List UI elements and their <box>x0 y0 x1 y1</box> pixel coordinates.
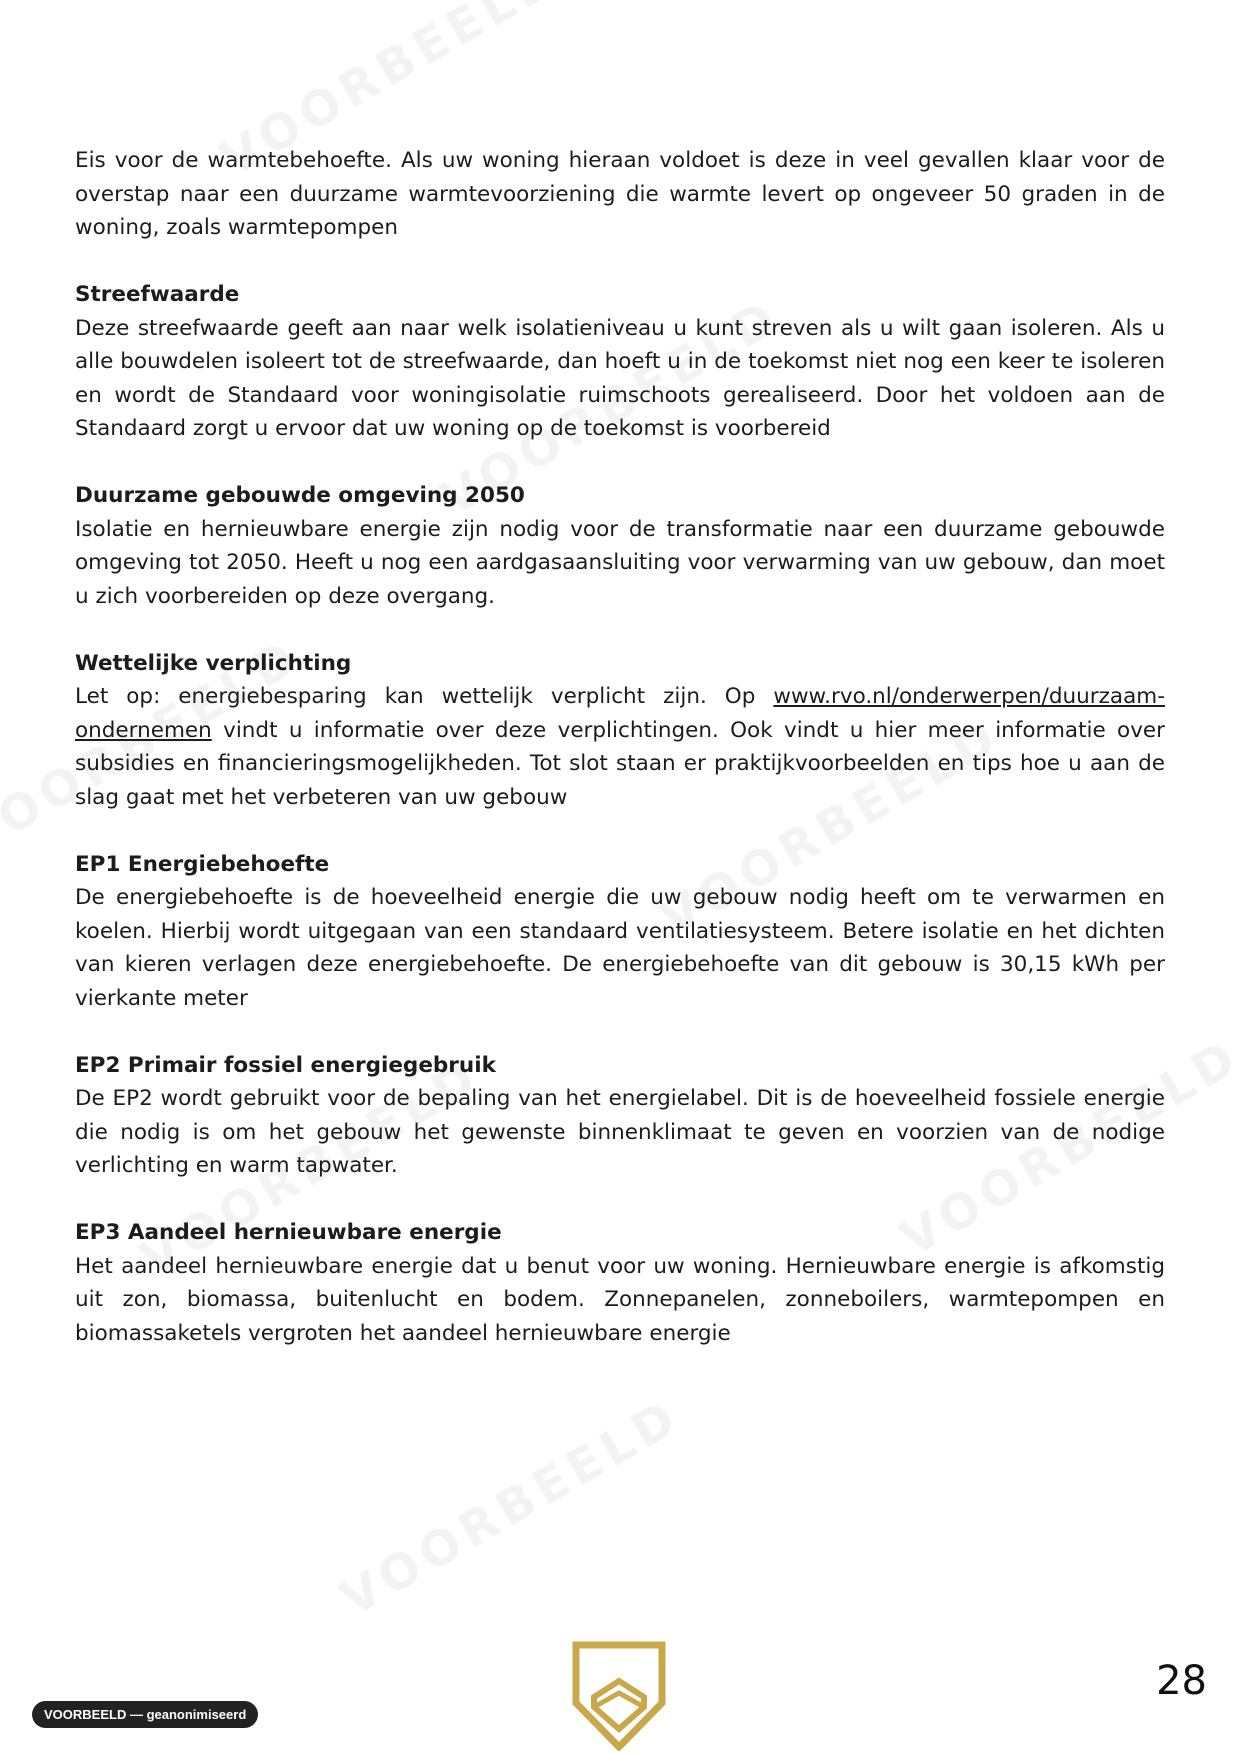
section-heading: Wettelijke verplichting <box>75 650 352 676</box>
section-body: De energiebehoefte is de hoeveelheid energie die uw gebouw nodig heeft om te verwarmen en koelen. Hierbij wordt uitgegaan van een standaard ventilatiesysteem. Betere isolatie en het dichten van kieren verlagen deze energiebehoefte. De energiebehoefte van dit gebouw is 30,15 kWh per vierkante meter <box>75 885 1165 1011</box>
section-heading: EP3 Aandeel hernieuwbare energie <box>75 1220 502 1245</box>
watermark <box>332 1388 690 1627</box>
body-text-after-link: vindt u informatie over deze verplichtingen. Ook vindt u hier meer informatie over subsidies en financieringsmogelijkheden. Tot slot staan er praktijkvoorbeelden en tips hoe u aan de slag gaat met het verbeteren van uw gebouw <box>75 717 1165 810</box>
section-body: De EP2 wordt gebruikt voor de bepaling van het energielabel. Dit is de hoeveelheid fossiele energie die nodig is om het gebouw het gewenste binnenklimaat te geven en voorzien van de nodige verlichting en warm tapwater. <box>75 1086 1165 1178</box>
body-text-before-link: Let op: energiebesparing kan wettelijk verplicht zijn. Op <box>75 684 774 709</box>
section-duurzame-omgeving <box>75 479 1165 613</box>
section-heading: Duurzame gebouwde omgeving 2050 <box>75 483 525 508</box>
section-body: Het aandeel hernieuwbare energie dat u benut voor uw woning. Hernieuwbare energie is afkomstig uit zon, biomassa, buitenlucht en bodem. Zonnepanelen, zonneboilers, warmtepompen en biomassaketels vergroten het aandeel hernieuwbare energie <box>75 1253 1165 1346</box>
section-ep2 <box>75 1049 1165 1183</box>
section-heading: Streefwaarde <box>75 282 240 307</box>
section-streefwaarde <box>75 278 1165 446</box>
section-body: Deze streefwaarde geeft aan naar welk isolatieniveau u kunt streven als u wilt gaan isoleren. Als u alle bouwdelen isoleert tot de streefwaarde, dan hoeft u in de toekomst niet nog een keer te isoleren en wordt de Standaard voor woningisolatie ruimschoots gerealiseerd. Door het voldoen aan de Standaard zorgt u ervoor dat uw woning op de toekomst is voorbereid <box>75 315 1165 441</box>
rvo-link[interactable]: www.rvo.nl/onderwerpen/duurzaam-ondernemen <box>75 684 1165 743</box>
section-body: Isolatie en hernieuwbare energie zijn nodig voor de transformatie naar een duurzame gebouwde omgeving tot 2050. Heeft u nog een aardgasaansluiting voor verwarming van uw gebouw, dan moet u zich voorbereiden op deze overgang. <box>75 516 1165 609</box>
section-ep3 <box>75 1216 1165 1350</box>
section-body <box>75 680 1165 814</box>
section-ep1 <box>75 848 1165 1016</box>
page-content <box>75 144 1165 1350</box>
section-wettelijke-verplichting <box>75 647 1165 815</box>
section-heading: EP1 Energiebehoefte <box>75 851 330 877</box>
section-heading: EP2 Primair fossiel energiegebruik <box>75 1052 496 1078</box>
anonymized-badge: VOORBEELD — geanonimiseerd <box>32 1701 258 1728</box>
page-number: 28 <box>1156 1658 1207 1704</box>
shield-logo-icon <box>572 1641 666 1751</box>
intro-paragraph: Eis voor de warmtebehoefte. Als uw woning hieraan voldoet is deze in veel gevallen klaar voor de overstap naar een duurzame warmtevoorziening die warmte levert op ongeveer 50 graden in de woning, zoals warmtepompen <box>75 148 1165 240</box>
